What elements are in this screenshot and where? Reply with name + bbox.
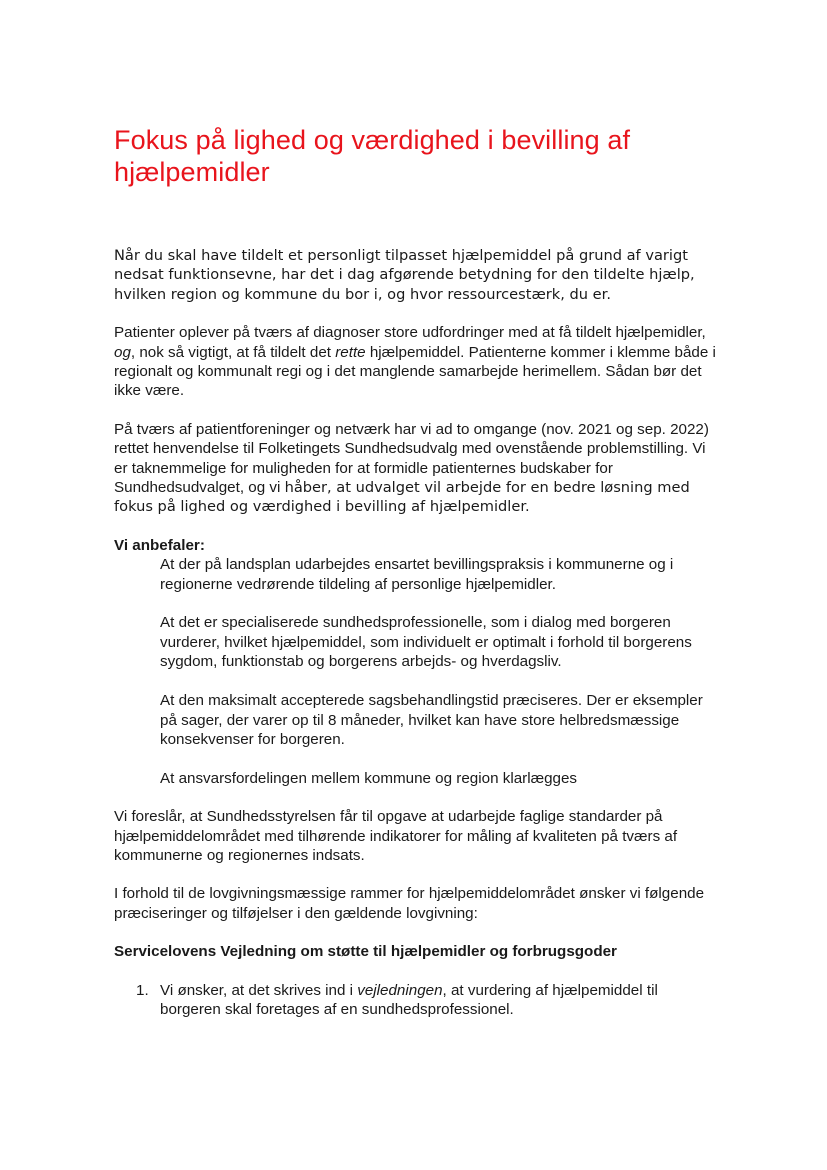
challenges-paragraph xyxy=(114,323,720,401)
challenges-text-1: Patienter oplever på tværs af diagnoser store udfordringer med at få tildelt hjælpemidler, xyxy=(114,324,706,342)
section-heading: Servicelovens Vejledning om støtte til hjælpemidler og forbrugsgoder xyxy=(114,943,617,961)
document-page xyxy=(114,124,720,1019)
item-italic: vejledningen xyxy=(357,981,443,999)
legislation-paragraph: I forhold til de lovgivningsmæssige rammer for hjælpemiddelområdet ønsker vi følgende præciseringer og tilføjelser i den gældende lovgivning: xyxy=(114,885,705,922)
numbered-item xyxy=(114,981,720,1020)
recommendations-list xyxy=(160,555,720,788)
challenges-text-2: , nok så vigtigt, at få tildelt det xyxy=(130,343,336,361)
recommendation-item: At der på landsplan udarbejdes ensartet bevillingspraksis i kommunerne og i regionerne vedrørende tildeling af personlige hjælpemidler. xyxy=(160,556,674,593)
committee-paragraph xyxy=(114,420,720,517)
item-text-1: Vi ønsker, at det skrives ind i xyxy=(160,981,358,999)
recommendation-item: At det er specialiserede sundhedsprofessionelle, som i dialog med borgeren vurderer, hvilket hjælpemiddel, som individuelt er optimalt i forhold til borgerens sygdom, funktionstab og borgerens arbejds- og hverdagsliv. xyxy=(160,614,692,671)
recommendation-item: At den maksimalt accepterede sagsbehandlingstid præciseres. Der er eksempler på sager, der varer op til 8 måneder, hvilket kan have store helbredsmæssige konsekvenser for borgeren. xyxy=(160,692,703,748)
item-text-2: , at vurdering af hjælpemiddel til borgeren skal foretages af en sundhedsprofessionel. xyxy=(160,981,658,1018)
committee-text: På tværs af patientforeninger og netværk har vi ad to omgange (nov. 2021 og sep. 2022) rettet henvendelse til Folketingets Sundhedsudvalg med ovenstående problemstilling. Vi er taknemmelige for muligheden for at formidle patienternes budskaber for Sundhedsudvalget, og vi xyxy=(114,420,709,497)
challenges-italic-1: og xyxy=(114,343,131,361)
challenges-text-3: hjælpemiddel. Patienterne kommer i klemme både i regionalt og kommunalt regi og i det manglende samarbejde herimellem. Sådan bør det ikke være. xyxy=(114,343,716,400)
challenges-italic-2: rette xyxy=(335,343,366,361)
standards-paragraph: Vi foreslår, at Sundhedsstyrelsen får til opgave at udarbejde faglige standarder på hjælpemiddelområdet med tilhørende indikatorer for måling af kvaliteten på tværs af kommunerne og regionernes indsats. xyxy=(114,808,678,864)
recommendation-item: At ansvarsfordelingen mellem kommune og region klarlægges xyxy=(160,769,578,787)
committee-emphasis: håber, at udvalget vil arbejde for en bedre løsning med fokus på lighed og værdighed i bevilling af hjælpemidler. xyxy=(114,479,690,516)
recommendations-heading: Vi anbefaler: xyxy=(114,536,205,554)
numbered-list xyxy=(114,981,720,1020)
page-title: Fokus på lighed og værdighed i bevilling af hjælpemidler xyxy=(114,125,631,187)
intro-paragraph: Når du skal have tildelt et personligt tilpasset hjælpemiddel på grund af varigt nedsat funktionsevne, har det i dag afgørende betydning for den tildelte hjælp, hvilken region og kommune du bor i, og hvor ressourcestærk, du er. xyxy=(114,247,695,303)
item-number: 1. xyxy=(136,981,149,999)
